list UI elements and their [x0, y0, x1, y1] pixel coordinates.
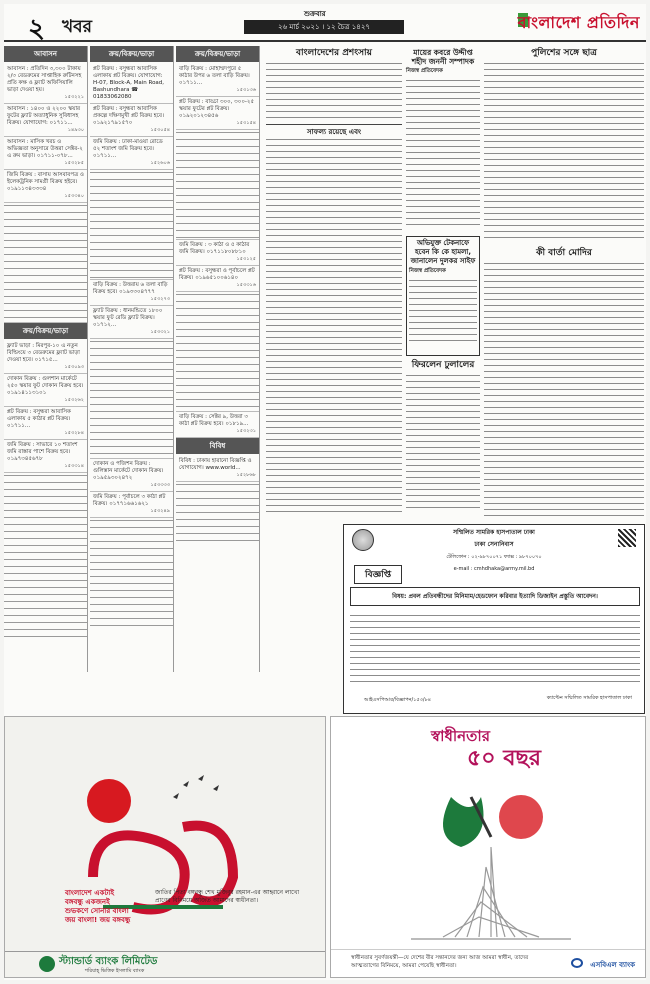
- classified-ad-block: [90, 170, 173, 280]
- ad-ref: ১৫৩০৫৪: [150, 127, 170, 133]
- page-header: [4, 4, 646, 42]
- classified-ad[interactable]: [90, 104, 173, 137]
- ad-text: ফ্ল্যাট বিক্রয় : ধানমন্ডিতে ১৮০০ স্কয়ার ফুট রেডি ফ্ল্যাট বিক্রয়। ০১৭১২...: [93, 308, 163, 328]
- article-headline: অভিযুক্ত টেকনাফে হবেন কি কে হামলা, জানালেন দুলকর সাইফ: [410, 239, 476, 265]
- classified-ad[interactable]: [4, 440, 87, 473]
- article-body: [406, 373, 480, 513]
- ad-ref: ১৫৩৩১৪: [64, 463, 84, 469]
- ad-text: বাড়ি বিক্রয় : মোহাম্মদপুরে ৫ কাঠার উপর ৬ তলা বাড়ি বিক্রয়। ০১৭১১...: [179, 66, 250, 86]
- classified-ad-block: [176, 130, 259, 240]
- ad-ref: ১৫৩১৩৬: [236, 87, 256, 93]
- article-body: [266, 137, 402, 517]
- notice-subject: বিষয়: প্রবল প্রতিবন্ধীদের মিনিমাম/হেডফোন করিবার ইত্যাদি ডিজাইন প্রস্তুতি আবেদন।: [350, 587, 640, 606]
- ad-text: প্লট বিক্রয় : বসুন্ধরা আবাসিক এলাকায় প্লট বিক্রয়। যোগাযোগ: H-07, Block-A, Main Road, Bashundhara ☎ 01833062080: [93, 66, 165, 100]
- column-heading: বিবিধ: [176, 438, 259, 454]
- classified-ad[interactable]: [4, 137, 87, 170]
- article-headline: কী বার্তা মোদির: [536, 248, 592, 258]
- ad-ref: ১৫৩২৩১: [236, 428, 256, 434]
- classified-ad-block: [4, 203, 87, 323]
- ad-text: জমি বিক্রয় : সাভারে ১০ শতাংশ জমি রাস্তার পাশে বিক্রয় হবে। ০১৯৭৩৪৫৬৭৮: [7, 442, 78, 462]
- page-number: ২: [28, 14, 45, 44]
- classified-column-2: [90, 46, 174, 672]
- news-article-3[interactable]: [406, 48, 480, 234]
- ad-ref: ১৫৩১৫৪: [236, 120, 256, 126]
- ad-ref: ১৫৩১২৫: [236, 256, 256, 262]
- notice-signature: ক্যাপ্টেন সম্মিলিত সামরিক হাসপাতাল ঢাকা: [546, 695, 632, 701]
- classified-ad[interactable]: [90, 64, 173, 104]
- classified-ad[interactable]: [90, 459, 173, 492]
- column-heading: ক্রয়/বিক্রয়/ভাড়া: [4, 323, 87, 339]
- article-byline: নিজস্ব প্রতিবেদক: [409, 268, 446, 274]
- notice-email: e-mail : cmhdhaka@army.mil.bd: [453, 566, 535, 572]
- ad-text: প্লট বিক্রয় : বসুন্ধরা আবাসিক এলাকায় ৫ কাঠার প্লট বিক্রয়। ০১৭১১...: [7, 409, 71, 429]
- classified-ad[interactable]: [176, 240, 259, 266]
- ad-text: বিবিধ : ঢাকায় হারানো বিজ্ঞপ্তি ও যোগাযোগ। www.world...: [179, 458, 252, 471]
- ad-ref: ১৪৯৩০: [67, 127, 84, 133]
- ad-ref: ১৫৩২৮৫: [64, 160, 84, 166]
- classified-ad[interactable]: [176, 456, 259, 482]
- ad-footer: [331, 949, 645, 977]
- ad-text: জমি বিক্রয় : ঢাকা-মাওয়া রোডে ৫২ শতাংশ জমি বিক্রয় হবে। ০১৭১১...: [93, 139, 163, 159]
- classified-ad[interactable]: [176, 97, 259, 130]
- ad-text: জমি বিক্রয় : পূর্বাচলে ৩ কাঠা প্লট বিক্রয়। ০১৭৭১৬৬১৬২১: [93, 494, 166, 507]
- ad-ref: ১৫৩২২১: [64, 94, 84, 100]
- newspaper-logo: বাংলাদেশ প্রতিদিন: [517, 13, 640, 32]
- ad-line: শুভকণে সোনার বাংলা: [65, 907, 129, 915]
- classified-column-3: [176, 46, 260, 672]
- classified-ad-block: [90, 339, 173, 459]
- notice-body: [350, 613, 640, 685]
- classified-ad[interactable]: [4, 64, 87, 104]
- official-notice: [343, 524, 645, 714]
- ad-text: জিমি বিক্রয় : বাসায় আসবাবপত্র ও ইলেকট্রনিক সামগ্রী বিক্রয় হইবে। ০১৯১১৩৪৩৩৩৪: [7, 172, 84, 192]
- header-date: ২৬ মার্চ ২০২১ । ১২ চৈত্র ১৪২৭: [244, 20, 404, 34]
- ad-footer: [5, 951, 325, 977]
- ad-ref: ১৫৩৩৩৩: [150, 482, 170, 488]
- independence-50-ad[interactable]: [330, 716, 646, 978]
- ad-ref: ১৫৩২৪৯: [150, 508, 170, 514]
- article-body: [406, 78, 480, 228]
- classified-ad[interactable]: [4, 374, 87, 407]
- ad-ref: ১৫৩০৯৩: [64, 364, 84, 370]
- ad-fifty: ৫০ বছর: [467, 746, 541, 771]
- newspaper-page: [4, 4, 646, 980]
- classified-ad-block: [176, 482, 259, 542]
- news-article-4[interactable]: [484, 48, 644, 244]
- standard-bank-ad[interactable]: [4, 716, 326, 978]
- ad-ref: ১৫৩২৮৪: [64, 430, 84, 436]
- bank-name: এসবিএল ব্যাংক: [590, 961, 635, 969]
- column-heading: ক্রয়/বিক্রয়/ভাড়া: [90, 46, 173, 62]
- ad-message: স্বাধীনতার সুবর্ণজয়ন্তী—যে দেশের বীর সন্তানদের জন্য আজ আমরা স্বাধীন, তাদের আত্মত্যাগের বিনিময়ে, আমরা পেয়েছি স্বাধীনতা।: [351, 955, 529, 969]
- notice-title: বিজ্ঞপ্তি: [354, 565, 402, 584]
- bank-tagline: শরিয়াহ্ ভিত্তিক ইসলামি ব্যাংক: [85, 968, 145, 974]
- ad-text: দোকান বিক্রয় : গুলশান মার্কেটে ২৫০ স্কয়ার ফুট দোকান বিক্রয় হবে। ০১৯১৪১১৩১০১: [7, 376, 84, 396]
- standard-bank-logo-icon: [39, 956, 55, 972]
- article-body: [266, 61, 402, 121]
- ad-text: আবাসন : মাসিক খরচ ও অভিজ্ঞতা অনুসারে উত্তরা সেক্টর-২ এ রুম ভাড়া। ০১৭১১-০৭৮...: [7, 139, 83, 159]
- article-headline: বাংলাদেশের প্রশংসায়: [296, 48, 372, 58]
- notice-location: ঢাকা সেনানিবাস: [474, 541, 514, 548]
- news-article-2[interactable]: [266, 128, 402, 524]
- ad-line: বাংলাদেশ একটাই: [65, 889, 114, 897]
- ad-ref: ১৫৩২৬২: [64, 397, 84, 403]
- ad-text: দোকান ও পজিশন বিক্রয় : গুলিস্তান মার্কেটে দোকান বিক্রয়। ০১৯৫৯৩০২৪৭২: [93, 461, 164, 481]
- ad-title: স্বাধীনতার: [431, 727, 490, 745]
- ad-text: প্লট বিক্রয় : বাড্ডা ৩০০, ৩০০-২৫ স্কয়ার ফুটের প্লট বিক্রয়। ০১৯২০১২৩৪৫৬: [179, 99, 255, 119]
- news-article-5[interactable]: [406, 236, 480, 356]
- notice-org: সম্মিলিত সামরিক হাসপাতাল ঢাকা: [453, 529, 535, 536]
- classified-ad[interactable]: [90, 280, 173, 306]
- ad-text: প্লট বিক্রয় : বসুন্ধরা আবাসিক প্রকল্পে দক্ষিণমুখী প্লট বিক্রয় হবে। ০১৯২১৭৯১৫৭০: [93, 106, 164, 126]
- classified-ad-block: [4, 473, 87, 643]
- ad-ref: ১৫৩২৭৩: [150, 296, 170, 302]
- news-article-1[interactable]: [266, 48, 402, 122]
- army-seal-icon: [352, 529, 374, 551]
- article-byline: নিজস্ব প্রতিবেদক: [406, 68, 443, 74]
- national-memorial-icon: [391, 777, 591, 947]
- article-headline: ফিরলেন ঢুলালের: [411, 360, 475, 370]
- article-headline: পুলিশের সঙ্গে ছাত্র: [531, 48, 597, 58]
- column-heading: আবাসন: [4, 46, 87, 62]
- classified-ad-block: [176, 292, 259, 412]
- ad-slogan: জাতির পিতা বঙ্গবন্ধু শেখ মুজিবুর রহমান-এর আহ্বানে লাখো প্রাণের বিনিময়ে অর্জিত আমাদের স্বাধীনতা।: [155, 889, 300, 904]
- classified-ad[interactable]: [4, 407, 87, 440]
- classified-ad[interactable]: [176, 64, 259, 97]
- ad-ref: ১৫৩৩৪০: [64, 193, 84, 199]
- notice-phone: টেলিফোন : ০২-৯৮৭০০৭১ ফ্যাক্স : ৯৮৭০০৭০: [446, 554, 542, 560]
- classified-ad-block: [90, 518, 173, 628]
- ad-ref: ১৫২৮৬৮: [236, 472, 256, 478]
- ad-text: ফ্ল্যাট ভাড়া : মিরপুর-১০ এ নতুন বিল্ডিংয়ে ৩ বেডরুমের ফ্ল্যাট ভাড়া দেওয়া হবে। ০১৭১৫...: [7, 343, 80, 363]
- article-body: [484, 261, 644, 517]
- ad-ref: ১৫৩৩১৬: [236, 282, 256, 288]
- ad-line: জয় বাংলা! জয় বঙ্গবন্ধু: [65, 916, 131, 924]
- classified-ad[interactable]: [176, 266, 259, 292]
- ad-text: প্লট বিক্রয় : বসুন্ধরা ও পূর্বাচলে প্লট বিক্রয়। ০১৯৬৫১০০৬১৪০: [179, 268, 255, 281]
- article-headline: মায়ের কবরে উদ্দীপ্ত শহীদ জননী সম্পাদক: [411, 48, 475, 66]
- ad-text: জমি বিক্রয় : ৩ কাঠা ও ৫ কাঠার জমি বিক্রয়। ০১৭১১৮০৮৮১০: [179, 242, 250, 255]
- classified-column-1: [4, 46, 88, 672]
- article-headline: সাফল্য রয়েছে এবং: [307, 128, 361, 136]
- news-article-6[interactable]: [484, 248, 644, 520]
- ad-line: বঙ্গবন্ধু একজনই: [65, 898, 110, 906]
- bank-name: স্ট্যান্ডার্ড ব্যাংক লিমিটেড: [59, 956, 158, 967]
- ad-text: আবাসন : প্রতিদিন ৩,৩০০ টাকায় ২/৩ বেডরুমের সাপ্তাহিক রুটিনসহ প্রতি কক্ষ ও ফ্ল্যাট অফিসিয়ালি ভাড়া দেওয়া হয়।: [7, 66, 82, 93]
- ad-text: বাড়ি বিক্রয় : সেক্টর ৯, উত্তরা ৩ কাঠা প্লট বিক্রয় হবে। ০১৮১৯...: [179, 414, 249, 427]
- classified-ad[interactable]: [90, 306, 173, 339]
- ad-text: আবাসন : ১৪০০ ও ২২০০ স্কয়ার ফুটের ফ্ল্যাট অত্যাধুনিক সুবিধাসহ বিক্রয়। যোগাযোগ: ০১৭১১...: [7, 106, 81, 126]
- ad-text: বাড়ি বিক্রয় : উত্তরায় ৬ তলা বাড়ি বিক্রয় হবে। ০১৯৩৩০৪৭৭৭: [93, 282, 168, 295]
- ad-ref: ১৫৩৩২১: [150, 329, 170, 335]
- classified-ad[interactable]: [4, 170, 87, 203]
- classified-ad[interactable]: [90, 492, 173, 518]
- column-heading: ক্রয়/বিক্রয়/ভাড়া: [176, 46, 259, 62]
- ad-ref: ১৫২৬০৬: [150, 160, 170, 166]
- divider: [266, 124, 402, 125]
- classified-ad[interactable]: [90, 137, 173, 170]
- notice-ref: আইএসপিআর/বিজ্ঞাপন/১৫৩/৮৪: [364, 697, 432, 703]
- classified-ad[interactable]: [176, 412, 259, 438]
- classified-ad[interactable]: [4, 104, 87, 137]
- article-body: [409, 278, 477, 344]
- sbl-bank-logo-icon: [571, 958, 583, 968]
- section-title: খবর: [62, 17, 92, 37]
- classified-ad[interactable]: [4, 341, 87, 374]
- article-body: [484, 61, 644, 241]
- qr-code-icon: [618, 529, 636, 547]
- news-article-7[interactable]: [406, 360, 480, 520]
- header-day: শুক্রবার: [304, 10, 326, 18]
